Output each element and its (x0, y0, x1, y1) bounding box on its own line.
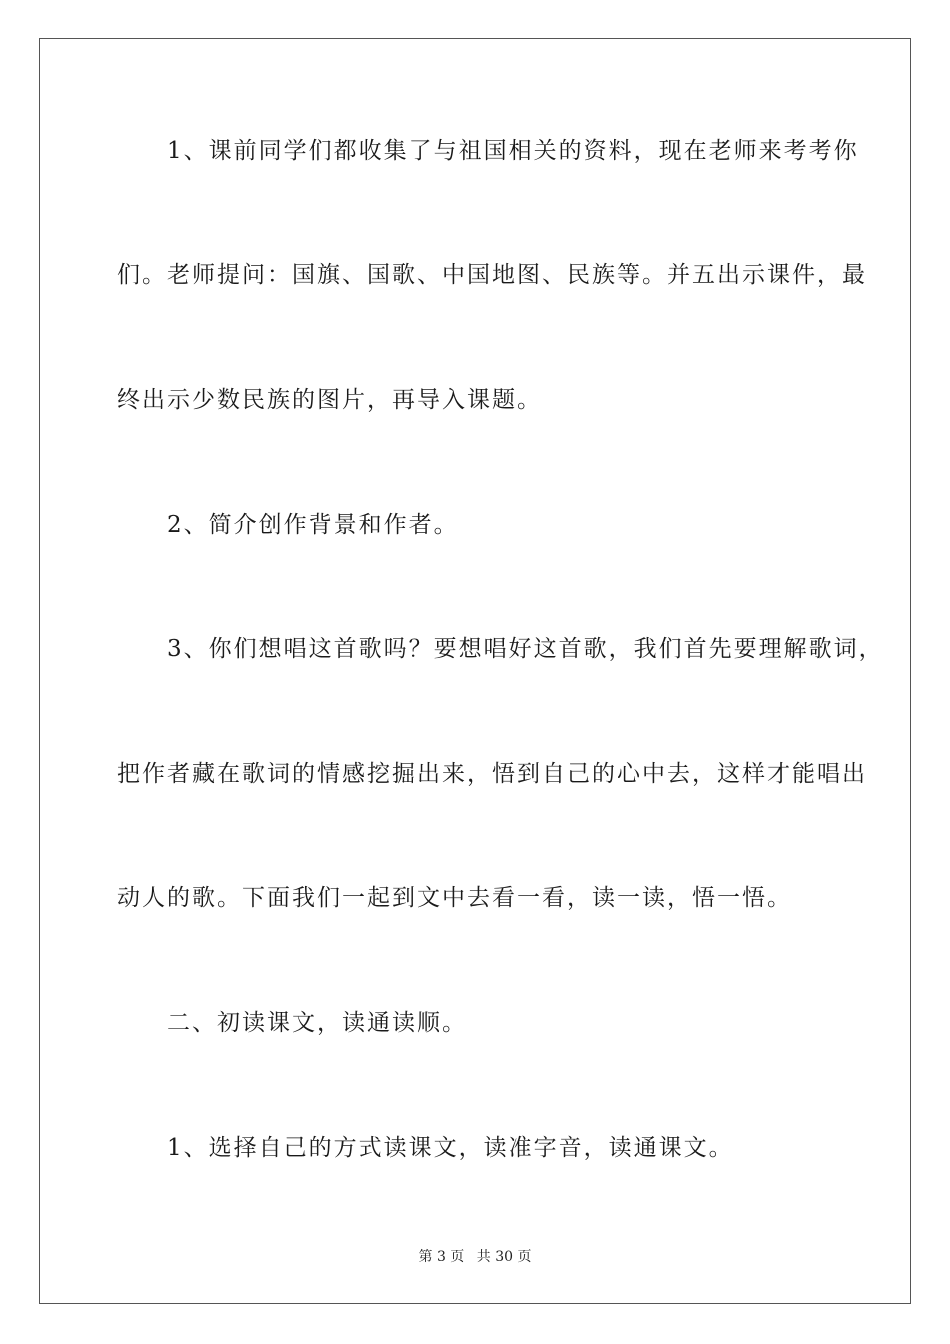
text-line: 终出示少数民族的图片，再导入课题。 (117, 387, 542, 413)
text-line: 1、课前同学们都收集了与祖国相关的资料，现在老师来考考你 (117, 138, 859, 164)
page-number: 第 3 页 (418, 1249, 465, 1265)
text-line: 二、初读课文，读通读顺。 (117, 1010, 467, 1036)
page-footer (0, 1247, 950, 1267)
text-line: 把作者藏在歌词的情感挖掘出来，悟到自己的心中去，这样才能唱出 (117, 761, 867, 787)
page-total: 共 30 页 (476, 1249, 532, 1265)
text-line: 3、你们想唱这首歌吗？要想唱好这首歌，我们首先要理解歌词， (117, 636, 884, 662)
text-line: 动人的歌。下面我们一起到文中去看一看，读一读，悟一悟。 (117, 885, 792, 911)
page-border (39, 38, 911, 1304)
text-line: 2、简介创作背景和作者。 (117, 512, 459, 538)
text-line: 们。老师提问：国旗、国歌、中国地图、民族等。并五出示课件，最 (117, 262, 867, 288)
text-line: 1、选择自己的方式读课文，读准字音，读通课文。 (117, 1135, 734, 1161)
